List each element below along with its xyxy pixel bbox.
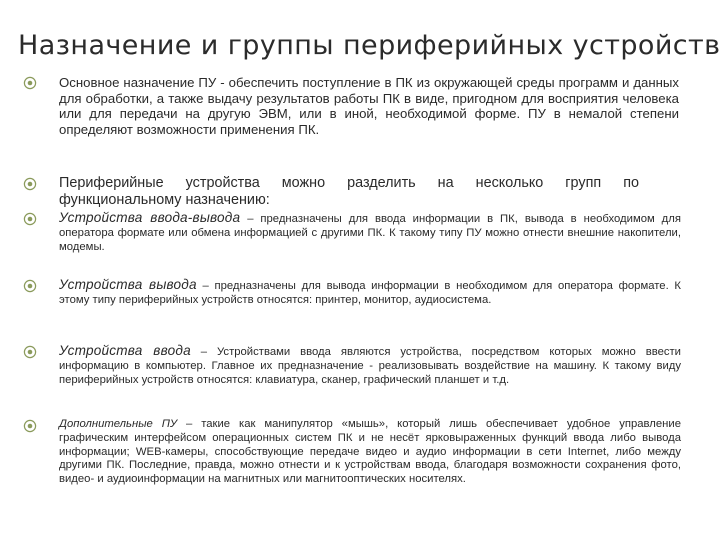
target-bullet-icon — [23, 419, 39, 435]
bullet-body: – такие как манипулятор «мышь», который лишь обеспечивает удобное управление графическим интерфейсом операционных систем ПК и не несёт ярковыраженных функций ввода либо вывода информации; WEB-камеры, способствующие передаче видео и аудио информации в сети Internet, либо между другими ПК. Последние, правда, можно отнести и к устройствам ввода, благодаря возможности сохранения фото, видео- и аудиоинформации на магнитных или магнитооптических носителях. — [59, 418, 681, 486]
target-bullet-icon — [23, 345, 39, 361]
bullet-text: Основное назначение ПУ - обеспечить поступление в ПК из окружающей среды программ и данных для обработки, а также выдачу результатов работы ПК в виде, пригодном для восприятия человека или для передачи на другую ЭВМ, или в иной, необходимой форме. ПУ в немалой степени определяют возможности применения ПК. — [59, 75, 679, 137]
bullet-body: – предназначены для вывода информации в необходимом для оператора формате. К этому типу периферийных устройств относятся: принтер, монитор, аудиосистема. — [59, 280, 682, 306]
bullet-heading: Дополнительные ПУ — [59, 418, 178, 430]
bullet-text — [59, 278, 681, 308]
target-bullet-icon — [23, 177, 39, 193]
page-title: Назначение и группы периферийных устройств — [18, 30, 720, 61]
bullet-text: Периферийные устройства можно разделить на несколько групп по функциональному назначению: — [59, 175, 639, 208]
bullet-text — [59, 344, 681, 387]
bullet-body: – предназначены для ввода информации в ПК, вывода в необходимом для оператора формате или обмена информацией с другими ПК. К такому типу ПУ можно отнести внешние накопители, модемы. — [59, 213, 681, 253]
bullet-text — [59, 418, 681, 487]
bullet-heading: Устройства ввода-вывода — [59, 210, 241, 225]
bullet-text — [59, 211, 681, 254]
target-bullet-icon — [23, 212, 39, 228]
target-bullet-icon — [23, 76, 39, 92]
bullet-heading: Устройства ввода — [59, 343, 191, 358]
bullet-body: – Устройствами ввода являются устройства, посредством которых можно ввести информацию в компьютер. Главное их предназначение - реализовывать воздействие на машину. К такому виду периферийных устройств относятся: клавиатура, сканер, графический планшет и т.д. — [59, 346, 681, 386]
bullet-heading: Устройства вывода — [59, 277, 197, 292]
target-bullet-icon — [23, 279, 39, 295]
